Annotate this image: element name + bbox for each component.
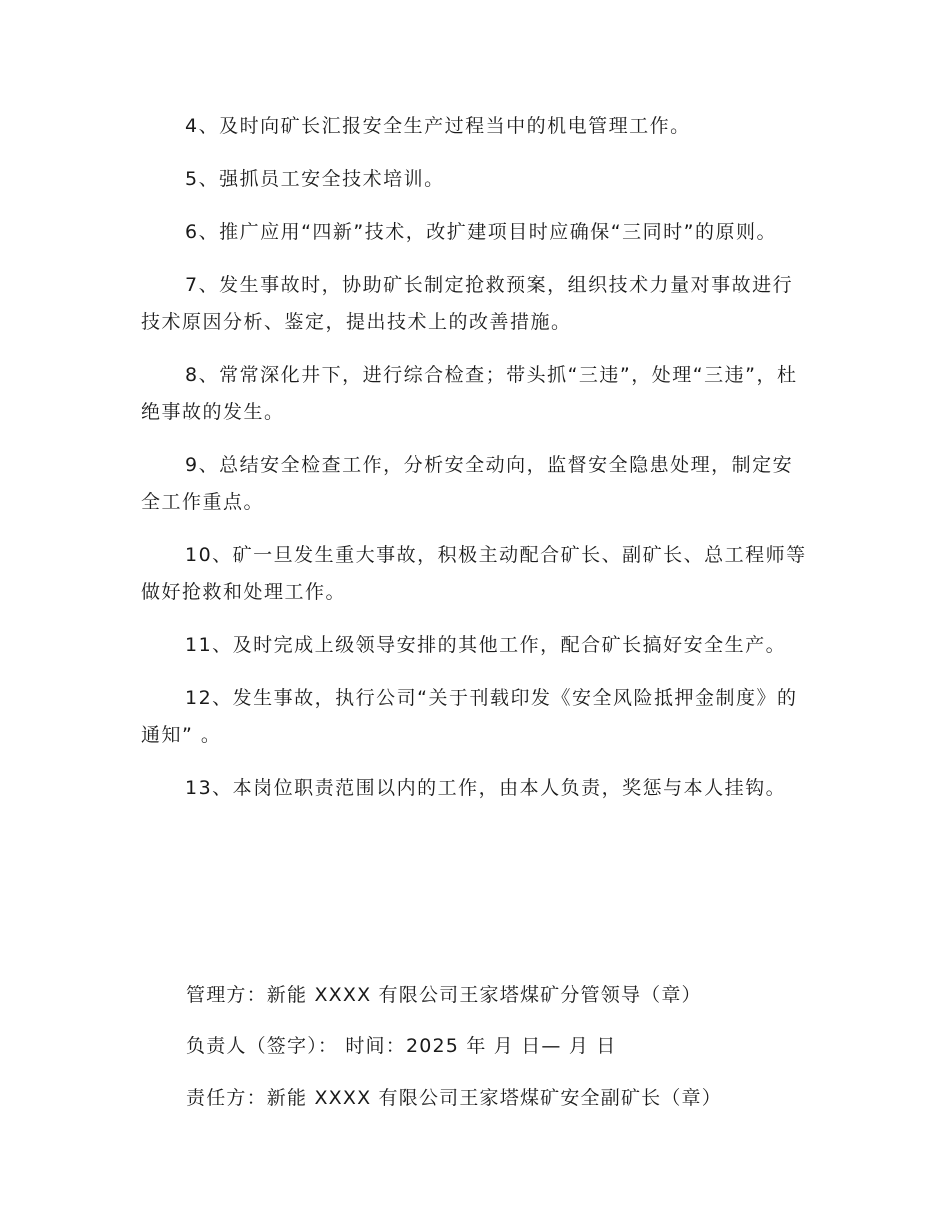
signature-time-line: 负责人（签字）： 时间：2025 年 月 日— 月 日 bbox=[186, 1035, 617, 1057]
paragraph-item-5: 5、强抓员工安全技术培训。 bbox=[185, 168, 445, 190]
paragraph-item-7: 7、发生事故时，协助矿长制定抢救预案，组织技术力量对事故进行技术原因分析、鉴定，提出技术上的改善措施。 bbox=[141, 274, 794, 333]
responsibility-list bbox=[141, 108, 809, 823]
paragraph-item-13: 13、本岗位职责范围以内的工作，由本人负责，奖惩与本人挂钩。 bbox=[185, 777, 787, 799]
responsible-party-line: 责任方：新能 XXXX 有限公司王家塔煤矿安全副矿长（章） bbox=[186, 1087, 722, 1109]
paragraph-item-11: 11、及时完成上级领导安排的其他工作，配合矿长搞好安全生产。 bbox=[185, 634, 787, 656]
paragraph-item-12: 12、发生事故，执行公司“关于刊载印发《安全风险抵押金制度》的通知” 。 bbox=[141, 687, 798, 746]
paragraph-item-8: 8、常常深化井下，进行综合检查；带头抓“三违”，处理“三违”，杜绝事故的发生。 bbox=[141, 364, 798, 423]
management-party-line: 管理方：新能 XXXX 有限公司王家塔煤矿分管领导（章） bbox=[186, 984, 702, 1006]
paragraph-item-4: 4、及时向矿长汇报安全生产过程当中的机电管理工作。 bbox=[185, 115, 691, 137]
paragraph-item-10: 10、矿一旦发生重大事故，积极主动配合矿长、副矿长、总工程师等做好抢救和处理工作。 bbox=[141, 544, 807, 603]
paragraph-item-9: 9、总结安全检查工作，分析安全动向，监督安全隐患处理，制定安全工作重点。 bbox=[141, 454, 794, 513]
paragraph-item-6: 6、推广应用“四新”技术，改扩建项目时应确保“三同时”的原则。 bbox=[185, 221, 777, 243]
